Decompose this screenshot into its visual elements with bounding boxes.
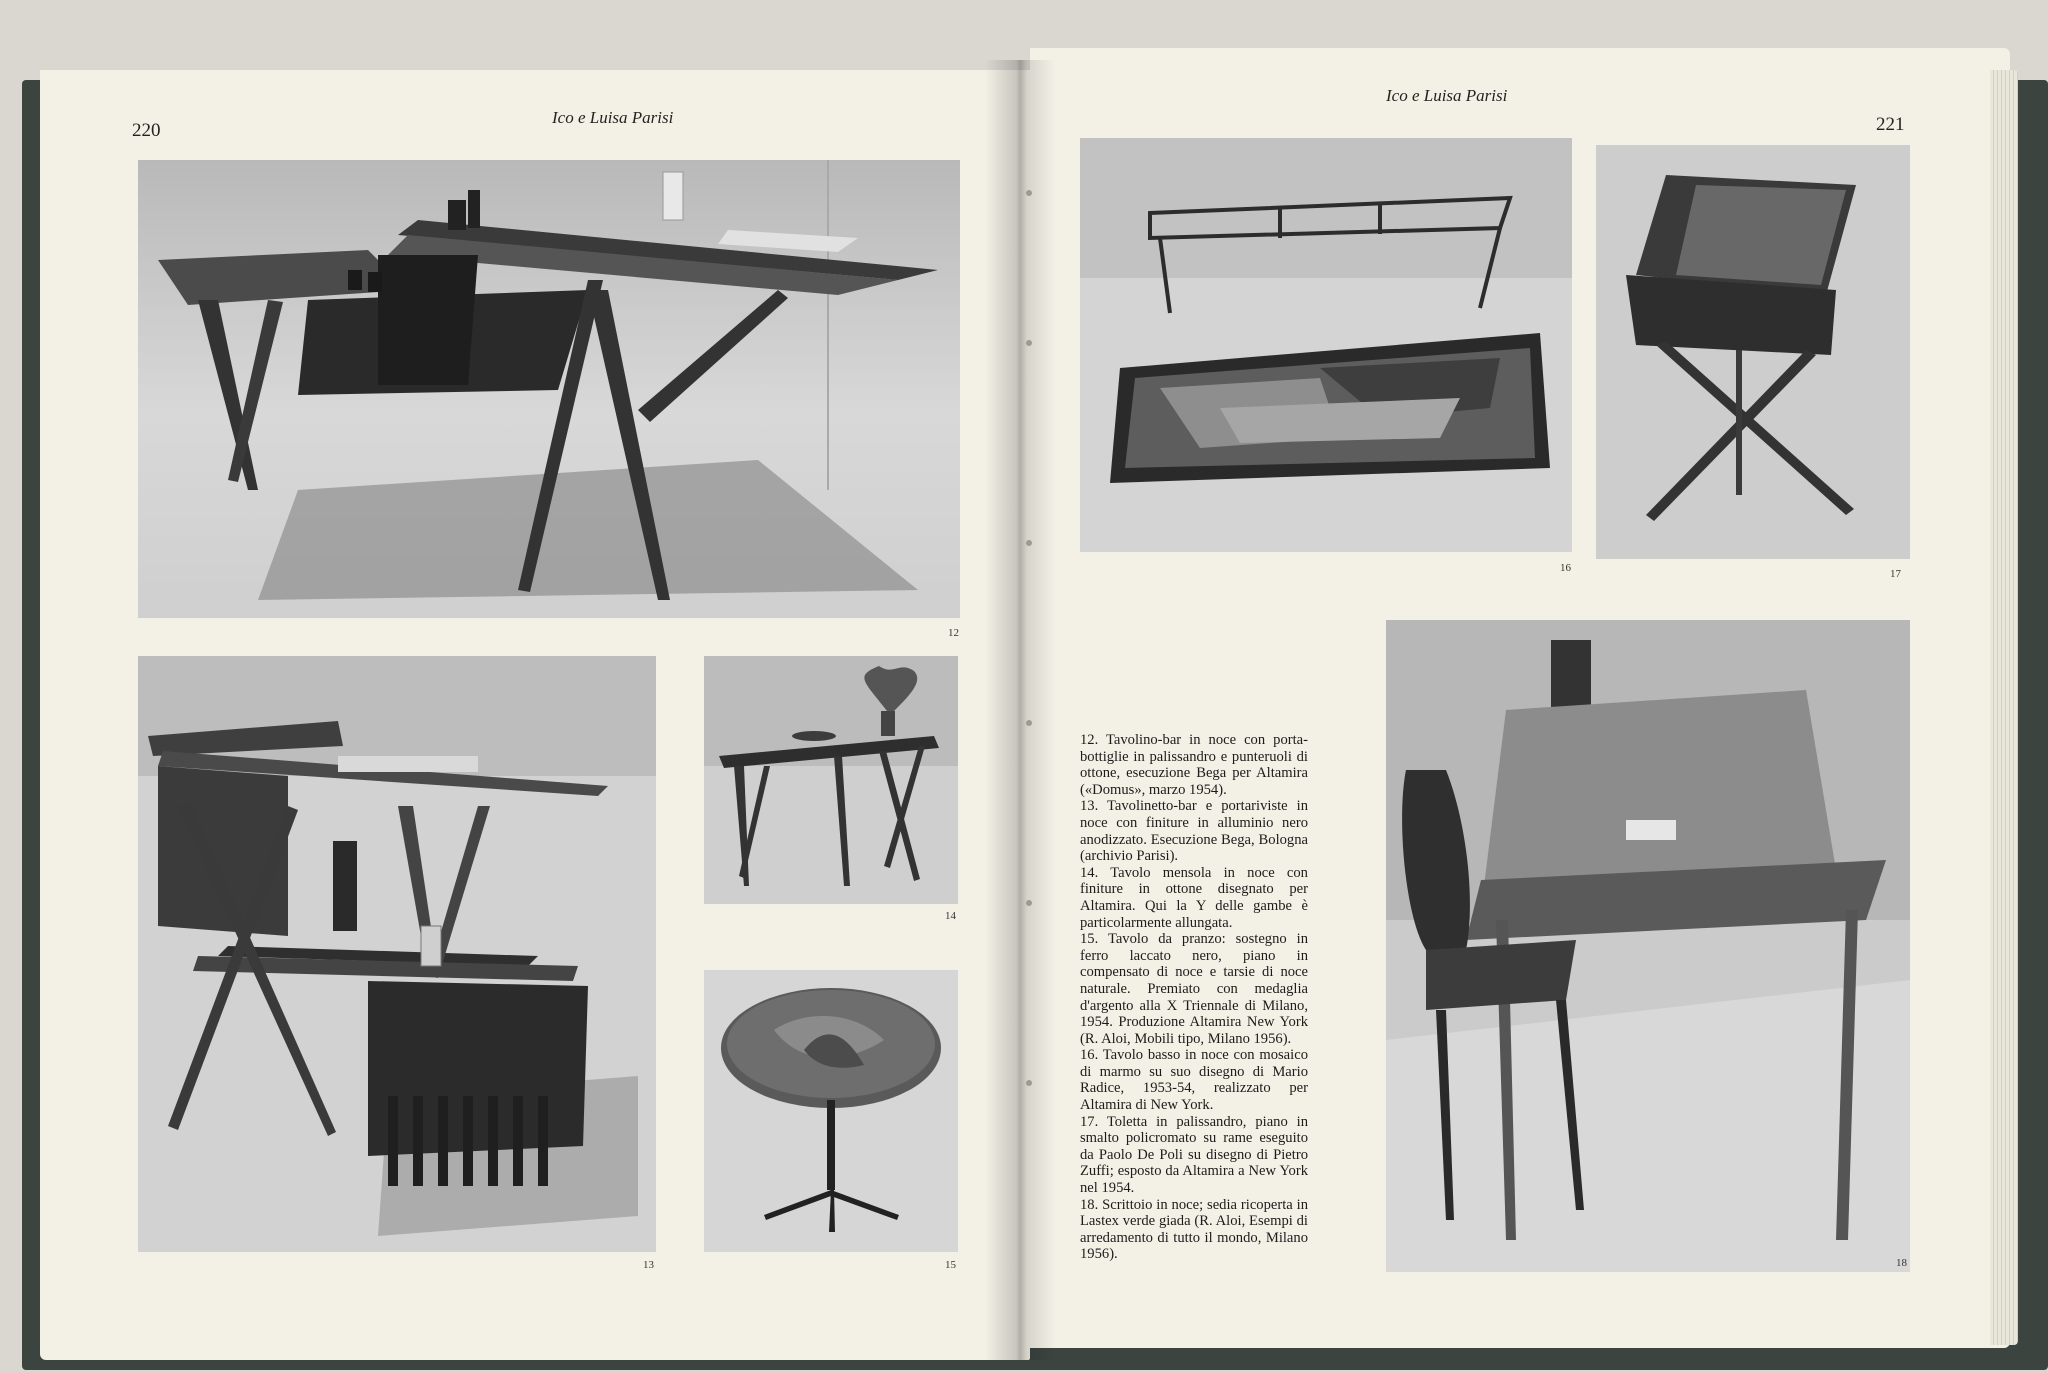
caption-16 (1080, 1047, 1308, 1113)
figure-number-13: 13 (643, 1259, 654, 1271)
binding-stitch (1026, 540, 1032, 546)
running-head-right: Ico e Luisa Parisi (1386, 86, 1508, 105)
page-number-right: 221 (1876, 114, 1905, 135)
binding-stitch (1026, 190, 1032, 196)
binding-stitch (1026, 900, 1032, 906)
figure-number-16: 16 (1560, 562, 1571, 574)
caption-number: 14. (1080, 864, 1099, 881)
caption-text: Scrittoio in noce; sedia ricoperta in Lastex verde giada (R. Aloi, Esempi di arredamento di tutto il mondo, Milano 1956). (1080, 1196, 1308, 1263)
captions-column (1080, 732, 1308, 1263)
figure-number-14: 14 (945, 910, 956, 922)
caption-12 (1080, 732, 1308, 798)
page-edges (1990, 70, 2018, 1345)
caption-number: 18. (1080, 1196, 1099, 1213)
caption-number: 12. (1080, 732, 1099, 748)
caption-text: Tavolo da pranzo: sostegno in ferro laccato nero, piano in compensato di noce e tarsie di noce naturale. Premiato con medaglia d'argento alla X Triennale di Milano, 1954. Produzione Altamira New York (R. Aloi, Mobili tipo, Milano 1956). (1080, 931, 1308, 1047)
photo-fig-14-console-table (704, 656, 958, 904)
figure-number-12: 12 (948, 627, 959, 639)
caption-text: Toletta in palissandro, piano in smalto policromato su rame eseguito da Paolo De Poli su disegno di Pietro Zuffi; esposto da Altamira a New York nel 1954. (1080, 1113, 1309, 1197)
figure-number-17: 17 (1890, 568, 1901, 580)
running-head-left: Ico e Luisa Parisi (552, 108, 674, 127)
caption-number: 15. (1080, 931, 1099, 948)
photo-fig-13-bar-magazine-rack (138, 656, 656, 1252)
caption-text: Tavolinetto-bar e portariviste in noce con finiture in alluminio nero anodizzato. Esecuzione Bega, Bologna (archivio Parisi). (1080, 798, 1308, 865)
caption-number: 13. (1080, 798, 1099, 815)
caption-number: 17. (1080, 1113, 1099, 1130)
photo-fig-18-writing-desk (1386, 620, 1910, 1272)
figure-number-15: 15 (945, 1259, 956, 1271)
photo-fig-12-bar-table (138, 160, 960, 618)
photo-fig-16-coffee-table-mosaic (1080, 138, 1572, 552)
page-number-left: 220 (132, 120, 161, 141)
caption-14 (1080, 865, 1308, 931)
book-gutter (985, 60, 1055, 1360)
photo-fig-17-vanity (1596, 145, 1910, 559)
binding-stitch (1026, 1080, 1032, 1086)
caption-18 (1080, 1197, 1308, 1263)
binding-stitch (1026, 720, 1032, 726)
caption-text: Tavolo basso in noce con mosaico di marmo su suo disegno di Mario Radice, 1953-54, realizzato per Altamira di New York. (1080, 1047, 1308, 1114)
photo-fig-15-dining-table (704, 970, 958, 1252)
caption-number: 16. (1080, 1047, 1099, 1064)
caption-17 (1080, 1114, 1308, 1197)
binding-stitch (1026, 340, 1032, 346)
caption-text: Tavolino-bar in noce con porta-bottiglie in palissandro e punteruoli di ottone, esecuzione Bega per Altamira («Domus», marzo 1954). (1080, 732, 1308, 798)
caption-13 (1080, 798, 1308, 864)
caption-15 (1080, 931, 1308, 1047)
figure-number-18: 18 (1896, 1257, 1907, 1269)
caption-text: Tavolo mensola in noce con finiture in ottone disegnato per Altamira. Qui la Y delle gambe è particolarmente allungata. (1080, 864, 1308, 931)
